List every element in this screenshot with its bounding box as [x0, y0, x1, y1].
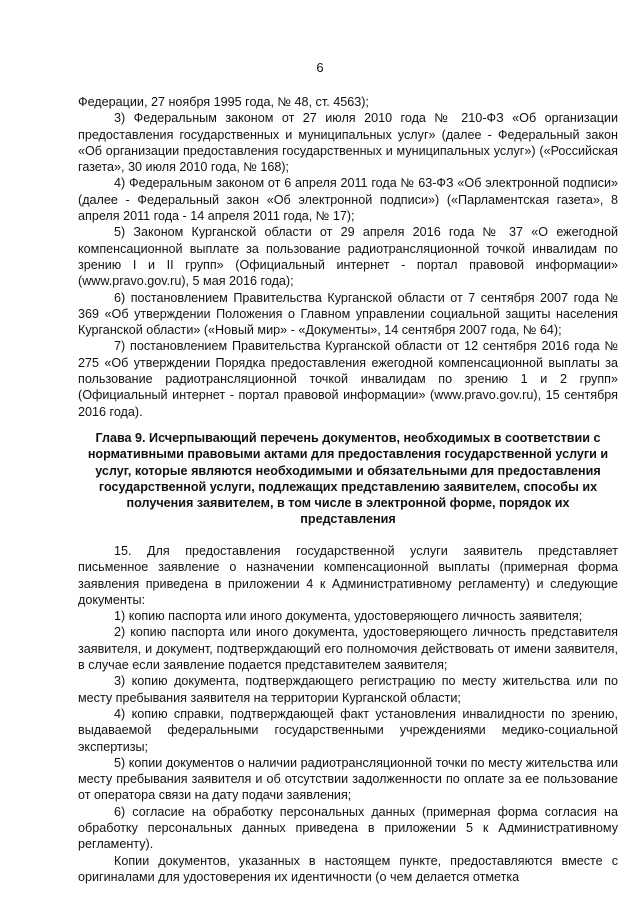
documents-list [78, 543, 618, 885]
document-item-5: 5) копии документов о наличии радиотрансляционной точки по месту жительства или месту пребывания заявителя и об отсутствии задолженности по оплате за ее пользование от оператора связи на дату подачи заявления; [78, 755, 618, 803]
paragraph-continuation: Федерации, 27 ноября 1995 года, № 48, ст. 4563); [78, 95, 369, 109]
document-item-4: 4) копию справки, подтверждающей факт установления инвалидности по зрению, выдаваемой федеральными государственными учреждениями медико-социальной экспертизы; [78, 706, 618, 754]
paragraph-item-4: 4) Федеральным законом от 6 апреля 2011 года № 63-ФЗ «Об электронной подписи» (далее - Федеральный закон «Об электронной подписи») («Парламентская газета», 8 апреля 2011 года - 14 апреля 2011 года, № 17); [78, 176, 618, 224]
paragraph-15-intro: 15. Для предоставления государственной услуги заявитель представляет письменное заявление о назначении компенсационной выплаты (примерная форма заявления приведена в приложении 4 к Административному регламенту) и следующие документы: [78, 544, 618, 607]
paragraph-item-7: 7) постановлением Правительства Курганской области от 12 сентября 2016 года № 275 «Об утверждении Порядка предоставления ежегодной компенсационной выплаты за пользование радиотрансляционной точкой инвалидам по зрению 1 и 2 групп» (Официальный интернет - портал правовой информации» (www.pravo.gov.ru), 15 сентября 2016 года). [78, 339, 618, 419]
document-item-6: 6) согласие на обработку персональных данных (примерная форма согласия на обработку персональных данных приведена в приложении 5 к Административному регламенту). [78, 804, 618, 852]
paragraph-item-3: 3) Федеральным законом от 27 июля 2010 года № 210-ФЗ «Об организации предоставления государственных и муниципальных услуг» (далее - Федеральный закон «Об организации предоставления государственных и муниципальных услуг») («Российская газета», 30 июля 2010 года, № 168); [78, 111, 618, 175]
document-item-3: 3) копию документа, подтверждающего регистрацию по месту жительства или по месту пребывания заявителя на территории Курганской области; [78, 674, 618, 705]
paragraph-item-5: 5) Законом Курганской области от 29 апреля 2016 года № 37 «О ежегодной компенсационной выплате за пользование радиотрансляционной точкой инвалидам по зрению I и II групп» (Официальный интернет - портал правовой информации» (www.pravo.gov.ru), 5 мая 2016 года); [78, 225, 618, 289]
legal-basis-list [78, 94, 618, 420]
paragraph-item-6: 6) постановлением Правительства Курганской области от 7 сентября 2007 года № 369 «Об утверждении Положения о Главном управлении социальной защиты населения Курганской области» («Новый мир» - «Документы», 14 сентября 2007 года, № 64); [78, 290, 618, 338]
copies-note-paragraph: Копии документов, указанных в настоящем пункте, предоставляются вместе с оригиналами для удостоверения их идентичности (о чем делается отметка [78, 853, 618, 884]
page-number: 6 [316, 60, 324, 75]
document-item-1: 1) копию паспорта или иного документа, удостоверяющего личность заявителя; [114, 609, 583, 624]
document-item-2: 2) копию паспорта или иного документа, удостоверяющего личность представителя заявителя, и документ, подтверждающий его полномочия действовать от имени заявителя, в случае если заявление подается представителем заявителя; [78, 625, 618, 673]
chapter-heading: Глава 9. Исчерпывающий перечень документов, необходимых в соответствии с нормативными правовыми актами для предоставления государственной услуги и услуг, которые являются необходимыми и обязательными для предоставления государственной услуги, подлежащих представлению заявителем, способы их получения заявителем, в том числе в электронной форме, порядок их представления [87, 431, 609, 527]
